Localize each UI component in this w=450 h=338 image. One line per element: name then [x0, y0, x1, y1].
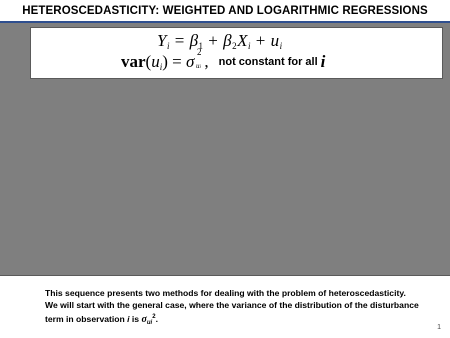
body-i: i — [127, 313, 130, 324]
rparen: ) — [162, 52, 168, 71]
eq-Y: Y — [157, 31, 167, 50]
var-operator: var — [121, 52, 146, 71]
body-line-3b: is — [131, 313, 140, 324]
eq-sub-i: i — [166, 41, 170, 51]
variance-note-i: i — [320, 52, 326, 71]
lparen: ( — [145, 52, 152, 71]
eq-beta1: β — [189, 31, 199, 50]
sigma-sup-2: 2 — [197, 47, 202, 57]
eq-X: X — [237, 31, 248, 50]
var-u: u — [151, 52, 160, 71]
page-number: 1 — [437, 324, 441, 331]
eq-sub-i: i — [279, 41, 283, 51]
title-bar — [0, 0, 450, 21]
body-line-2: We will start with the general case, where the variance of the distribution of the disturbance — [45, 299, 419, 310]
variance-note: not constant for all — [218, 56, 318, 68]
eq-sub-2: 2 — [232, 41, 238, 51]
body-sigma: σ — [141, 313, 147, 325]
body-line-1: This sequence presents two methods for dealing with the problem of heteroscedasticity. — [45, 288, 406, 298]
footer-divider — [0, 275, 450, 276]
body-period: . — [155, 313, 158, 324]
eq-sub-1: 1 — [198, 41, 204, 51]
sigma-sub-u: u — [196, 62, 200, 70]
slide-title: HETEROSCEDASTICITY: WEIGHTED AND LOGARITHMIC REGRESSIONS — [22, 4, 428, 17]
body-text — [45, 288, 440, 329]
body-sigma-sub-u: u — [146, 319, 151, 326]
regression-equation — [157, 31, 283, 51]
comma: , — [204, 52, 209, 71]
sigma-symbol: σ — [186, 52, 195, 71]
body-sigma-sub-i: i — [150, 319, 153, 326]
body-sigma-sub — [147, 320, 152, 326]
var-sub-i: i — [159, 62, 163, 72]
variance-equation — [121, 47, 326, 72]
eq-sub-i: i — [248, 41, 252, 51]
eq-plus: + — [203, 31, 224, 50]
sigma-sub-i: i — [199, 65, 201, 70]
var-equals: = — [167, 52, 186, 71]
eq-equals: = — [169, 31, 190, 50]
equation-box — [30, 27, 443, 79]
body-line-3 — [45, 312, 440, 330]
eq-plus: + — [251, 31, 271, 50]
eq-u: u — [270, 31, 280, 50]
sigma-sub-ui — [196, 62, 201, 70]
eq-beta2: β — [223, 31, 233, 50]
sigma-squared — [186, 47, 202, 72]
body-line-3a: term in observation — [45, 313, 125, 324]
body-sigma-sup: 2 — [152, 313, 156, 320]
